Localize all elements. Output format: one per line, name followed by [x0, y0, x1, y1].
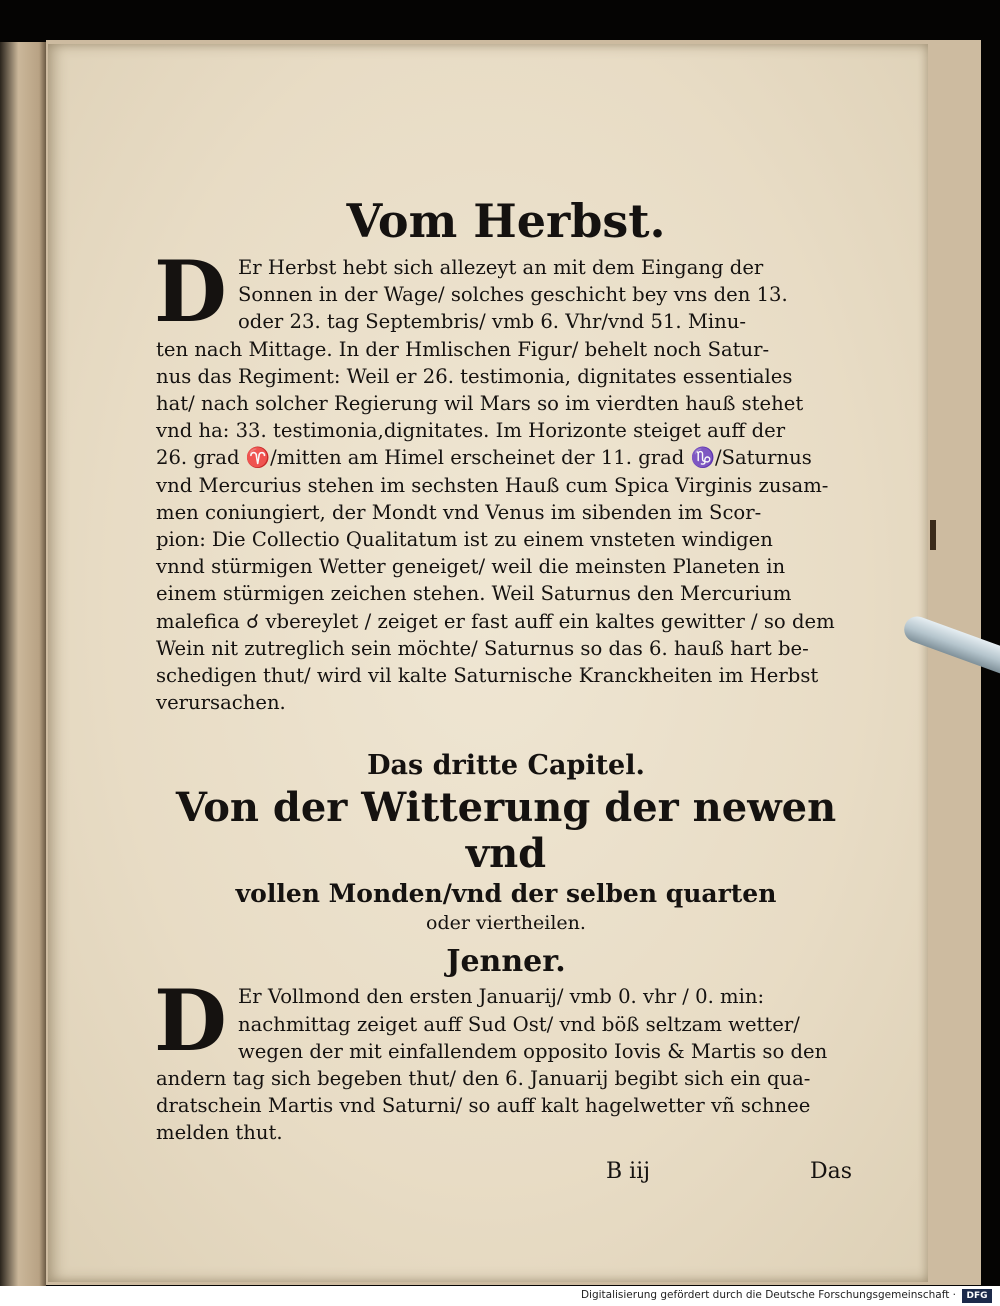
chapter-title-line-3: oder viertheilen.: [426, 912, 586, 935]
text-line: men coniungiert, der Mondt vnd Venus im sibenden im Scor-: [156, 500, 762, 524]
signature-mark: B iij: [606, 1158, 651, 1184]
text-line: ten nach Mittage. In der Hmlischen Figur/ behelt noch Satur-: [156, 337, 770, 361]
text-line: Sonnen in der Wage/ solches geschicht bey vns den 13.: [238, 283, 788, 307]
autumn-paragraph: [154, 242, 856, 716]
drop-cap: D: [154, 242, 227, 341]
chapter-number: Das dritte Capitel.: [367, 750, 645, 782]
text-line: verursachen.: [156, 691, 286, 715]
chapter-title-line-1: Von der Witterung der newen vnd: [175, 784, 837, 878]
text-line: oder 23. tag Septembris/ vmb 6. Vhr/vnd 51. Minu-: [238, 310, 747, 334]
dfg-logo: DFG: [962, 1289, 992, 1303]
text-line: malefica ☌ vbereylet / zeiget er fast auff ein kaltes gewitter / so dem: [156, 609, 835, 633]
page-text: [156, 134, 856, 1199]
text-line: 26. grad ♈/mitten am Himel erscheinet der 11. grad ♑/Saturnus: [156, 446, 812, 470]
text-line: Er Herbst hebt sich allezeyt an mit dem Eingang der: [238, 256, 764, 279]
text-line: pion: Die Collectio Qualitatum ist zu einem vnsteten windigen: [156, 528, 773, 552]
text-line: nus das Regiment: Weil er 26. testimonia, dignitates essentiales: [156, 364, 793, 388]
text-line: vnnd stürmigen Wetter geneiget/ weil die meinsten Planeten in: [156, 555, 786, 579]
text-line: Er Vollmond den ersten Januarij/ vmb 0. vhr / 0. min:: [238, 985, 765, 1009]
drop-cap: D: [154, 971, 227, 1071]
footer-bar: [0, 1286, 1000, 1306]
page-footer: [156, 1159, 856, 1199]
text-line: nachmittag zeiget auff Sud Ost/ vnd böß seltzam wetter/: [238, 1012, 800, 1036]
chapter-title-line-2: vollen Monden/vnd der selben quarten: [235, 879, 777, 909]
catchword: Das: [809, 1158, 852, 1184]
book-page: [48, 44, 928, 1282]
text-line: wegen der mit einfallendem opposito Iovis & Martis so den: [238, 1039, 828, 1063]
text-line: einem stürmigen zeichen stehen. Weil Saturnus den Mercurium: [156, 582, 792, 606]
text-line: vnd Mercurius stehen im sechsten Hauß cum Spica Virginis zusam-: [156, 473, 829, 497]
section-heading: Vom Herbst.: [346, 194, 666, 248]
january-paragraph: [154, 971, 856, 1146]
text-line: melden thut.: [156, 1121, 283, 1145]
left-page-edge: [0, 42, 46, 1286]
text-line: Wein nit zutreglich sein möchte/ Saturnus so das 6. hauß hart be-: [156, 636, 809, 660]
text-line: vnd ha: 33. testimonia,dignitates. Im Horizonte steiget auff der: [156, 419, 786, 443]
month-heading: Jenner.: [446, 944, 566, 980]
text-line: hat/ nach solcher Regierung wil Mars so im vierdten hauß stehet: [156, 392, 804, 416]
text-line: schedigen thut/ wird vil kalte Saturnische Kranckheiten im Herbst: [156, 664, 819, 688]
text-line: dratschein Martis vnd Saturni/ so auff kalt hagelwetter vñ schnee: [156, 1094, 811, 1118]
footer-credit: Digitalisierung gefördert durch die Deutsche Forschungsgemeinschaft ·: [580, 1289, 956, 1301]
page-tab: [930, 520, 936, 550]
text-line: andern tag sich begeben thut/ den 6. Januarij begibt sich ein qua-: [156, 1067, 811, 1091]
